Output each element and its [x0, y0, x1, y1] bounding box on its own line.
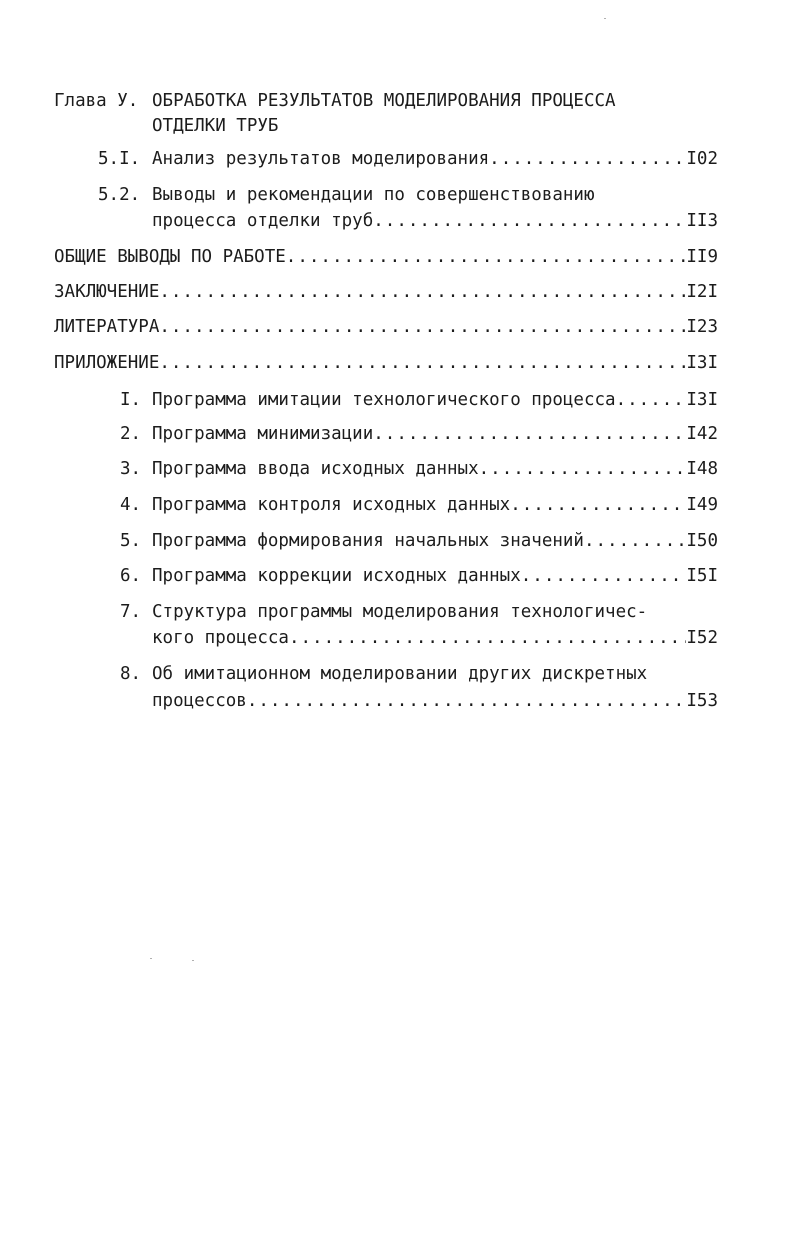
page-number: I3I — [686, 353, 718, 373]
dot-leader — [521, 565, 687, 587]
page-number: I42 — [686, 424, 718, 444]
entry-label: ПРИЛОЖЕНИЕ — [54, 353, 160, 373]
toc-entry — [152, 210, 718, 232]
entry-label: кого процесса — [152, 628, 289, 648]
entry-label: ОБЩИЕ ВЫВОДЫ ПО РАБОТЕ — [54, 247, 286, 267]
entry-label: Программа ввода исходных данных — [152, 459, 479, 479]
dot-leader — [584, 530, 686, 552]
page-number: II3 — [686, 211, 718, 231]
dot-leader — [616, 389, 687, 411]
scan-speck — [192, 960, 194, 961]
toc-entry — [54, 281, 718, 303]
entry-label: процессов — [152, 691, 247, 711]
toc-entry — [152, 565, 718, 587]
appendix-number: 4. — [120, 495, 142, 515]
page-number: I23 — [686, 317, 718, 337]
appendix-number: 8. — [120, 664, 142, 684]
appendix-number: 5. — [120, 531, 142, 551]
entry-label: ЗАКЛЮЧЕНИЕ — [54, 282, 160, 302]
dot-leader — [159, 352, 686, 374]
section-number: 5.2. — [98, 185, 141, 205]
page-number: I02 — [686, 149, 718, 169]
dot-leader — [479, 458, 687, 480]
page-number: I5I — [686, 566, 718, 586]
appendix-number: I. — [120, 390, 142, 410]
appendix-number: 3. — [120, 459, 142, 479]
toc-entry — [152, 530, 718, 552]
toc-entry — [152, 494, 718, 516]
entry-label: Анализ результатов моделирования — [152, 149, 490, 169]
entry-label: процесса отделки труб — [152, 211, 374, 231]
section-number: 5.I. — [98, 149, 141, 169]
page-number: I53 — [686, 691, 718, 711]
dot-leader — [510, 494, 686, 516]
dot-leader — [159, 281, 686, 303]
entry-label: Программа контроля исходных данных — [152, 495, 511, 515]
toc-entry — [54, 352, 718, 374]
dot-leader — [373, 210, 686, 232]
toc-entry — [152, 148, 718, 170]
appendix-number: 6. — [120, 566, 142, 586]
chapter-title-line1: ОБРАБОТКА РЕЗУЛЬТАТОВ МОДЕЛИРОВАНИЯ ПРОЦЕССА — [152, 91, 616, 111]
dot-leader — [289, 627, 686, 649]
chapter-prefix: Глава У. — [54, 91, 139, 111]
scan-speck — [150, 958, 152, 959]
dot-leader — [159, 316, 686, 338]
entry-label: ЛИТЕРАТУРА — [54, 317, 160, 337]
dot-leader — [247, 690, 687, 712]
toc-entry — [152, 627, 718, 649]
page-number: I52 — [686, 628, 718, 648]
dot-leader — [373, 423, 686, 445]
toc-entry — [152, 423, 718, 445]
page-number: I3I — [686, 390, 718, 410]
dot-leader — [489, 148, 686, 170]
toc-entry — [152, 690, 718, 712]
toc-entry — [54, 246, 718, 268]
page-number: I49 — [686, 495, 718, 515]
entry-label: Программа минимизации — [152, 424, 374, 444]
appendix-number: 7. — [120, 602, 142, 622]
chapter-title-line2: ОТДЕЛКИ ТРУБ — [152, 116, 279, 136]
entry-label: Программа имитации технологического процесса — [152, 390, 616, 410]
dot-leader — [286, 246, 687, 268]
entry-label-line1: Выводы и рекомендации по совершенствованию — [152, 185, 595, 205]
appendix-number: 2. — [120, 424, 142, 444]
entry-label-line1: Структура программы моделирования технологичес- — [152, 602, 648, 622]
entry-label: Программа коррекции исходных данных — [152, 566, 521, 586]
toc-entry — [54, 316, 718, 338]
toc-entry — [152, 389, 718, 411]
page-number: I2I — [686, 282, 718, 302]
page-number: II9 — [686, 247, 718, 267]
toc-entry — [152, 458, 718, 480]
entry-label-line1: Об имитационном моделировании других дискретных — [152, 664, 648, 684]
page-number: I48 — [686, 459, 718, 479]
entry-label: Программа формирования начальных значений — [152, 531, 584, 551]
page-number: I50 — [686, 531, 718, 551]
scan-speck — [604, 18, 606, 19]
